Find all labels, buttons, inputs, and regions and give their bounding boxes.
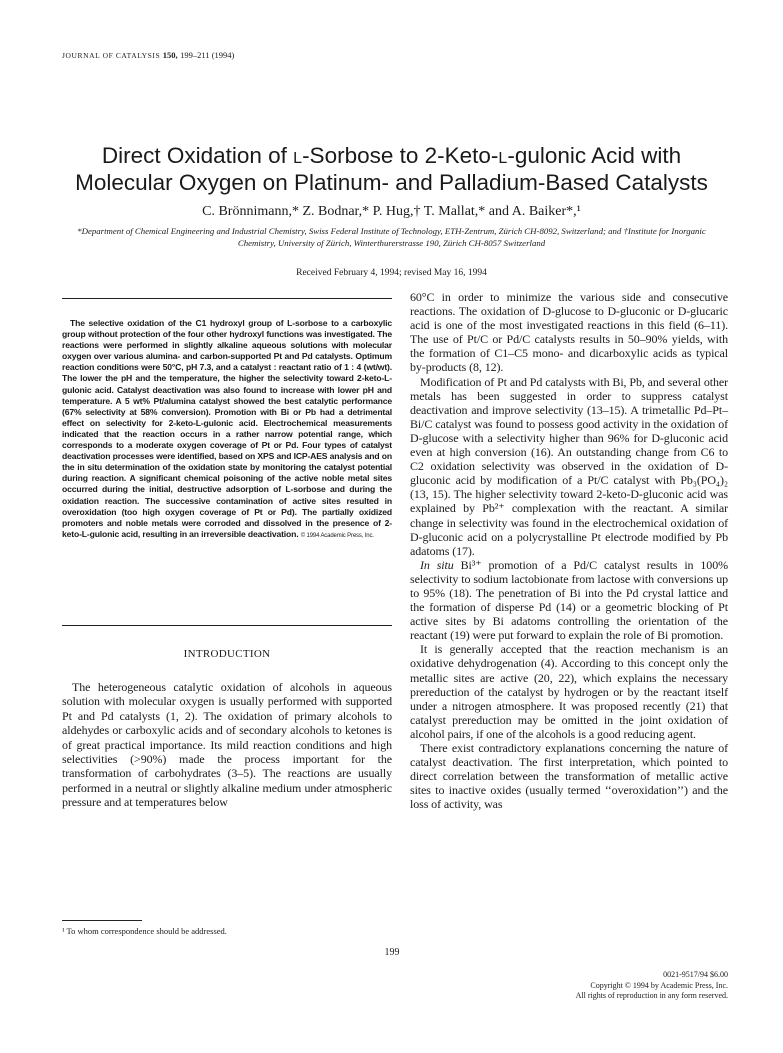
received-dates: Received February 4, 1994; revised May 16, 1994 [296, 268, 487, 278]
affiliations: *Department of Chemical Engineering and Industrial Chemistry, Swiss Federal Institute of Technology, ETH-Zentrum, Zürich CH-8092, Switzerland; and †Institute for Inorganic Chemistry, University of Zürich, Winterthurerstrasse 190, Zürich CH-8057 Switzerland [77, 226, 706, 248]
abstract [62, 318, 392, 542]
copyright-line: Copyright © 1994 by Academic Press, Inc. [590, 980, 728, 990]
body-paragraph: 60°C in order to minimize the various side and consecutive reactions. The oxidation of D-glucose to D-gluconic or D-glucaric acid is one of the most investigated reactions in this field (6–11). The use of Pt/C or Pd/C catalysts results in 50–90% yields, with the formation of C1–C5 mono- and dicarboxylic acids as typical by-products (8, 12). [410, 290, 728, 375]
body-paragraph: There exist contradictory explanations concerning the nature of catalyst deactivation. The first interpretation, which pointed to direct correlation between the transformation of metallic active sites to inactive oxides (usually termed ‘‘overoxidation’’) and the loss of activity, was [410, 741, 728, 812]
body-paragraph: Modification of Pt and Pd catalysts with Bi, Pb, and several other metals has been suggested in order to suppress catalyst deactivation and improve selectivity (13–15). A trimetallic Pd–Pt–Bi/C catalyst was found to possess good activity in the oxidation of D-glucose with a selectivity higher than 96% for D-gluconic acid even at high conversion (16). An outstanding change from C6 to C2 oxidation selectivity was observed in the oxidation of D-gluconic acid by modification of a Pt/C catalyst with Pb₃(PO₄)₂ (13, 15). The higher selectivity toward 2-keto-D-gluconic acid was explained by Pb²⁺ complexation with the reactant. A similar change in selectivity was found in the electrochemical oxidation of D-gluconic acid on a polycrystalline Pt electrode modified by Pb adatoms (17). [410, 374, 728, 558]
body-paragraph: In situ Bi³⁺ promotion of a Pd/C catalyst results in 100% selectivity to sodium lactobionate from lactose with conversions up to 95% (18). The penetration of Bi into the Pd crystal lattice and the formation of disperse Pd (14) or a geometric blocking of Pt active sites by Bi adatoms controlling the orientation of the reactant (19) were put forward to explain the role of Bi promotion. [410, 557, 728, 643]
journal-name: JOURNAL OF CATALYSIS [62, 51, 161, 60]
footnote: ¹ To whom correspondence should be addressed. [62, 926, 227, 936]
abstract-bottom-rule [62, 625, 392, 626]
issn-price: 0021-9517/94 $6.00 [663, 970, 728, 979]
journal-header [62, 50, 234, 60]
footnote-rule [62, 920, 142, 921]
paper-title: Direct Oxidation of l-Sorbose to 2-Keto-l-gulonic Acid with Molecular Oxygen on Platinum- and Palladium-Based Catalysts [75, 143, 708, 195]
rights-line: All rights of reproduction in any form reserved. [575, 991, 728, 1000]
abstract-text: The selective oxidation of the C1 hydroxyl group of L-sorbose to a carboxylic group without protection of the four other hydroxyl functions was investigated. The reactions were performed in slightly alkaline aqueous solutions with molecular oxygen over various alumina- and carbon-supported Pt and Pd catalysts. Optimum reaction conditions were 50°C, pH 7.3, and a catalyst : reactant ratio of 1 : 4 (wt/wt). The lower the pH and the temperature, the higher the selectivity toward 2-keto-L-gulonic acid. Catalyst deactivation was also found to increase with lower pH and temperature. A 5 wt% Pt/alumina catalyst showed the best catalytic performance (67% selectivity at 58% conversion). Promotion with Bi or Pb had a detrimental effect on selectivity for 2-keto-L-gulonic acid. Electrochemical measurements indicated that the reaction occurs in a rather narrow potential range, which corresponds to a moderate oxygen coverage of Pt or Pd. Four types of catalyst deactivation processes were identified, based on XPS and ICP-AES analysis and on the in situ determination of the oxidation state by monitoring the catalyst potential during reaction. A significant chemical poisoning of the active noble metal sites occurred during the initial, destructive adsorption of L-sorbose and during the oxidation reaction. The successive contamination of active sites resulted in overoxidation (too high oxygen coverage of Pt or Pd). The partially oxidized promoters and noble metals were corroded and dissolved in the presence of 2-keto-L-gulonic acid, resulting in an irreversible deactivation. [62, 318, 392, 539]
page-number: 199 [384, 947, 400, 958]
abstract-copyright: © 1994 Academic Press, Inc. [300, 532, 374, 539]
introduction-paragraph: The heterogeneous catalytic oxidation of alcohols in aqueous solution with molecular oxygen is usually performed with supported Pt and Pd catalysts (1, 2). The oxidation of primary alcohols to aldehydes or carboxylic acids and of secondary alcohols to ketones is of great practical importance. Its mild reaction conditions and high selectivities (>90%) made the process important for the transformation of carbohydrates (3–5). The reactions are usually performed in a neutral or slightly alkaline medium under atmospheric pressure and at temperatures below [62, 680, 392, 810]
journal-pages: 199–211 (1994) [180, 50, 235, 60]
body-paragraph: It is generally accepted that the reaction mechanism is an oxidative dehydrogenation (4). According to this concept only the metallic sites are active (20, 22), which explains the necessary prereduction of the catalyst by hydrogen or by the reactant itself under a nitrogen atmosphere. It was proposed recently (21) that catalyst prereduction may be omitted in the joint oxidation of alcohol pairs, if one of the alcohols is a good reducing agent. [410, 642, 728, 741]
right-column [410, 290, 728, 811]
author-list: C. Brönnimann,* Z. Bodnar,* P. Hug,† T. Mallat,* and A. Baiker*,¹ [202, 204, 581, 219]
journal-volume: 150, [162, 50, 178, 60]
copyright-block [576, 970, 728, 1002]
section-heading-introduction: INTRODUCTION [183, 648, 271, 660]
abstract-top-rule [62, 298, 392, 299]
